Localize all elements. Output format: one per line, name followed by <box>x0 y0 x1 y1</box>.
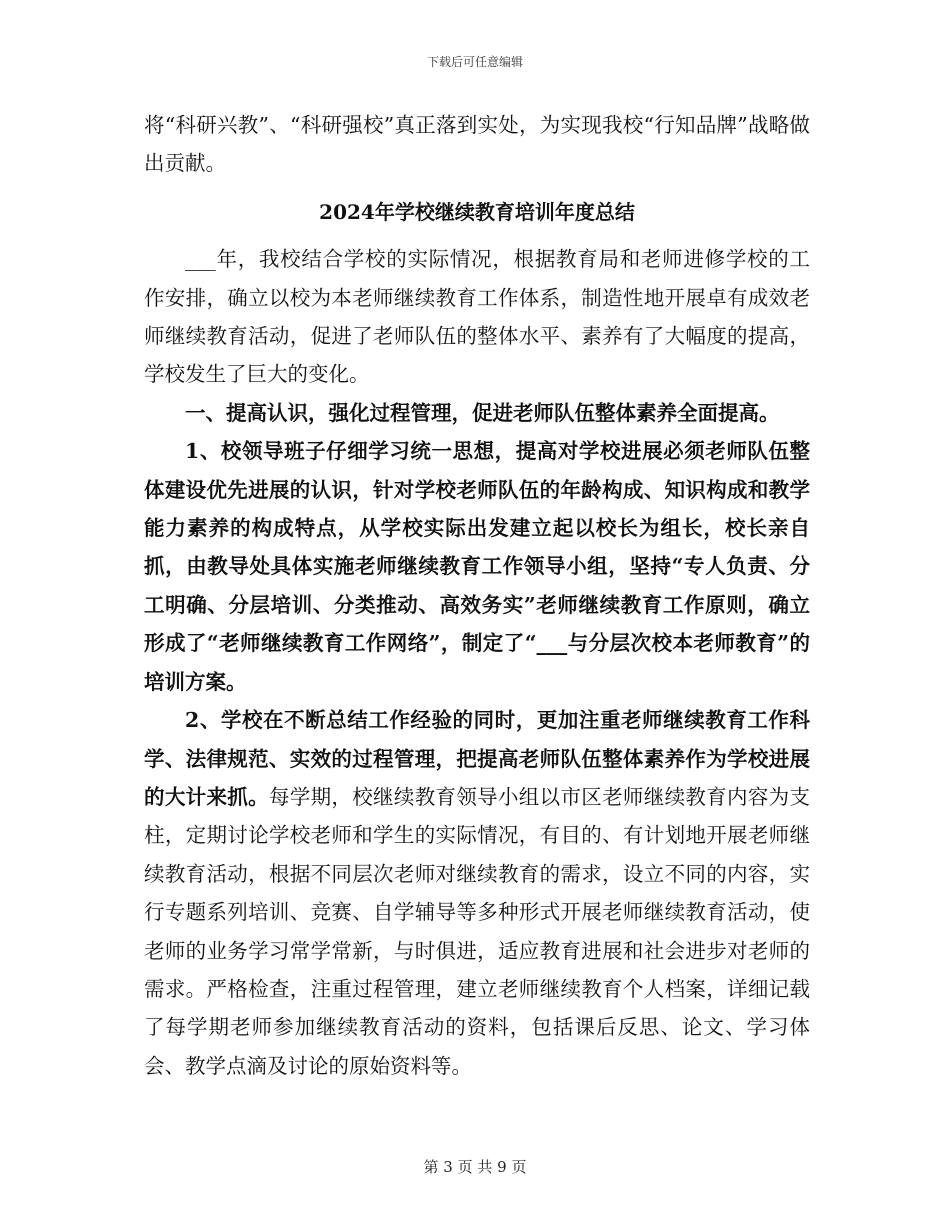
document-body <box>144 106 810 1085</box>
lead-paragraph: 将“科研兴教”、“科研强校”真正落到实处，为实现我校“行知品牌”战略做出贡献。 <box>144 113 810 176</box>
intro-paragraph: ___年，我校结合学校的实际情况，根据教育局和老师进修学校的工作安排，确立以校为本老师继续教育工作体系，制造性地开展卓有成效老师继续教育活动，促进了老师队伍的整体水平、素养有了大幅度的提高，学校发生了巨大的变化。 <box>144 247 810 387</box>
paragraph-1: 1、校领导班子仔细学习统一思想，提高对学校进展必须老师队伍整体建设优先进展的认识，针对学校老师队伍的年龄构成、知识构成和教学能力素养的构成特点，从学校实际出发建立起以校长为组长，校长亲自抓，由教导处具体实施老师继续教育工作领导小组，坚持“专人负责、分工明确、分层培训、分类推动、高效务实”老师继续教育工作原则，确立形成了“老师继续教育工作网络”，制定了“___与分层次校本老师教育”的培训方案。 <box>144 439 810 694</box>
paragraph-2-rest: 每学期，校继续教育领导小组以市区老师继续教育内容为支柱，定期讨论学校老师和学生的实际情况，有目的、有计划地开展老师继续教育活动，根据不同层次老师对继续教育的需求，设立不同的内容，实行专题系列培训、竞赛、自学辅导等多种形式开展老师继续教育活动，使老师的业务学习常学常新，与时俱进，适应教育进展和社会进步对老师的需求。严格检查，注重过程管理，建立老师继续教育个人档案，详细记载了每学期老师参加继续教育活动的资料，包括课后反思、论文、学习体会、教学点滴及讨论的原始资料等。 <box>144 784 811 1078</box>
paragraph-2 <box>144 701 810 1085</box>
section-heading: 一、提高认识，强化过程管理，促进老师队伍整体素养全面提高。 <box>185 400 780 425</box>
document-title: 2024年学校继续教育培训年度总结 <box>319 199 635 224</box>
header-note: 下载后可任意编辑 <box>426 55 523 69</box>
paragraph-2-bold: 2、学校在不断总结工作经验的同时，更加注重老师继续教育工作科学、法律规范、实效的过程管理，把提高老师队伍整体素养作为学校进展的大计来抓。 <box>144 708 810 809</box>
page-number: 第 3 页 共 9 页 <box>423 1158 527 1176</box>
